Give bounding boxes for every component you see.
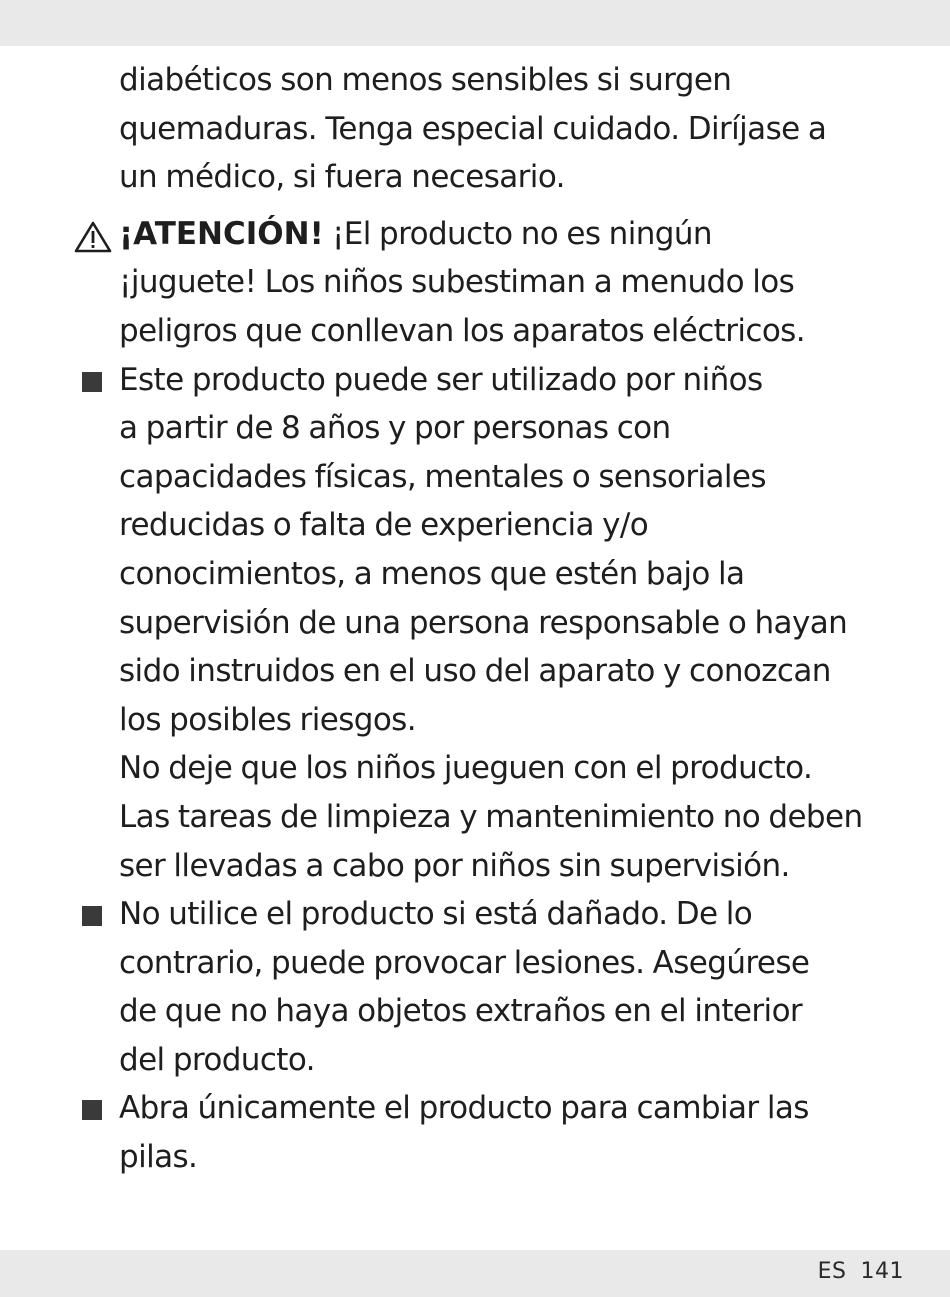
text-line: contrario, puede provocar lesiones. Asegúrese bbox=[119, 944, 810, 981]
text-line: del producto. bbox=[119, 1041, 315, 1078]
text-line: quemaduras. Tenga especial cuidado. Diríjase a bbox=[119, 110, 827, 147]
text-line: reducidas o falta de experiencia y/o bbox=[119, 507, 649, 544]
text-line: No deje que los niños jueguen con el producto. bbox=[119, 750, 813, 787]
text-line: Abra únicamente el producto para cambiar las bbox=[119, 1090, 809, 1127]
text-line: los posibles riesgos. bbox=[119, 701, 416, 738]
text-line: capacidades físicas, mentales o sensoriales bbox=[119, 458, 766, 495]
text-line: Este producto puede ser utilizado por niños bbox=[119, 361, 763, 398]
square-bullet-icon bbox=[82, 372, 102, 392]
page-number: 141 bbox=[860, 1259, 904, 1284]
text-line bbox=[119, 210, 910, 259]
language-code: ES bbox=[817, 1259, 847, 1284]
square-bullet-icon bbox=[82, 906, 102, 926]
text-line: conocimientos, a menos que estén bajo la bbox=[119, 555, 745, 592]
text-line: supervisión de una persona responsable o hayan bbox=[119, 604, 848, 641]
warning-triangle-icon bbox=[74, 221, 112, 253]
text-line: a partir de 8 años y por personas con bbox=[119, 410, 671, 447]
text-line: sido instruidos en el uso del aparato y conozcan bbox=[119, 653, 831, 690]
text-line: pilas. bbox=[119, 1139, 198, 1176]
footer-band bbox=[0, 1250, 950, 1297]
text-line: ¡juguete! Los niños subestiman a menudo los bbox=[119, 264, 795, 301]
warning-first-line: ¡El producto no es ningún bbox=[323, 215, 712, 252]
warning-paragraph bbox=[0, 210, 950, 356]
continuation-paragraph bbox=[0, 56, 950, 202]
text-line: ser llevadas a cabo por niños sin supervisión. bbox=[119, 847, 790, 884]
text-line: de que no haya objetos extraños en el interior bbox=[119, 993, 803, 1030]
text-line: un médico, si fuera necesario. bbox=[119, 159, 565, 196]
bullet-item bbox=[0, 356, 950, 891]
header-band bbox=[0, 0, 950, 46]
text-line: No utilice el producto si está dañado. De lo bbox=[119, 896, 753, 933]
text-line: peligros que conllevan los aparatos eléctricos. bbox=[119, 312, 805, 349]
bullet-item bbox=[0, 1084, 950, 1181]
text-line: diabéticos son menos sensibles si surgen bbox=[119, 62, 732, 98]
text-line: Las tareas de limpieza y mantenimiento no deben bbox=[119, 798, 863, 835]
bullet-item bbox=[0, 890, 950, 1084]
attention-label: ¡ATENCIÓN! bbox=[119, 215, 324, 252]
page-footer bbox=[818, 1259, 904, 1284]
page-body bbox=[0, 56, 950, 1182]
square-bullet-icon bbox=[82, 1100, 102, 1120]
